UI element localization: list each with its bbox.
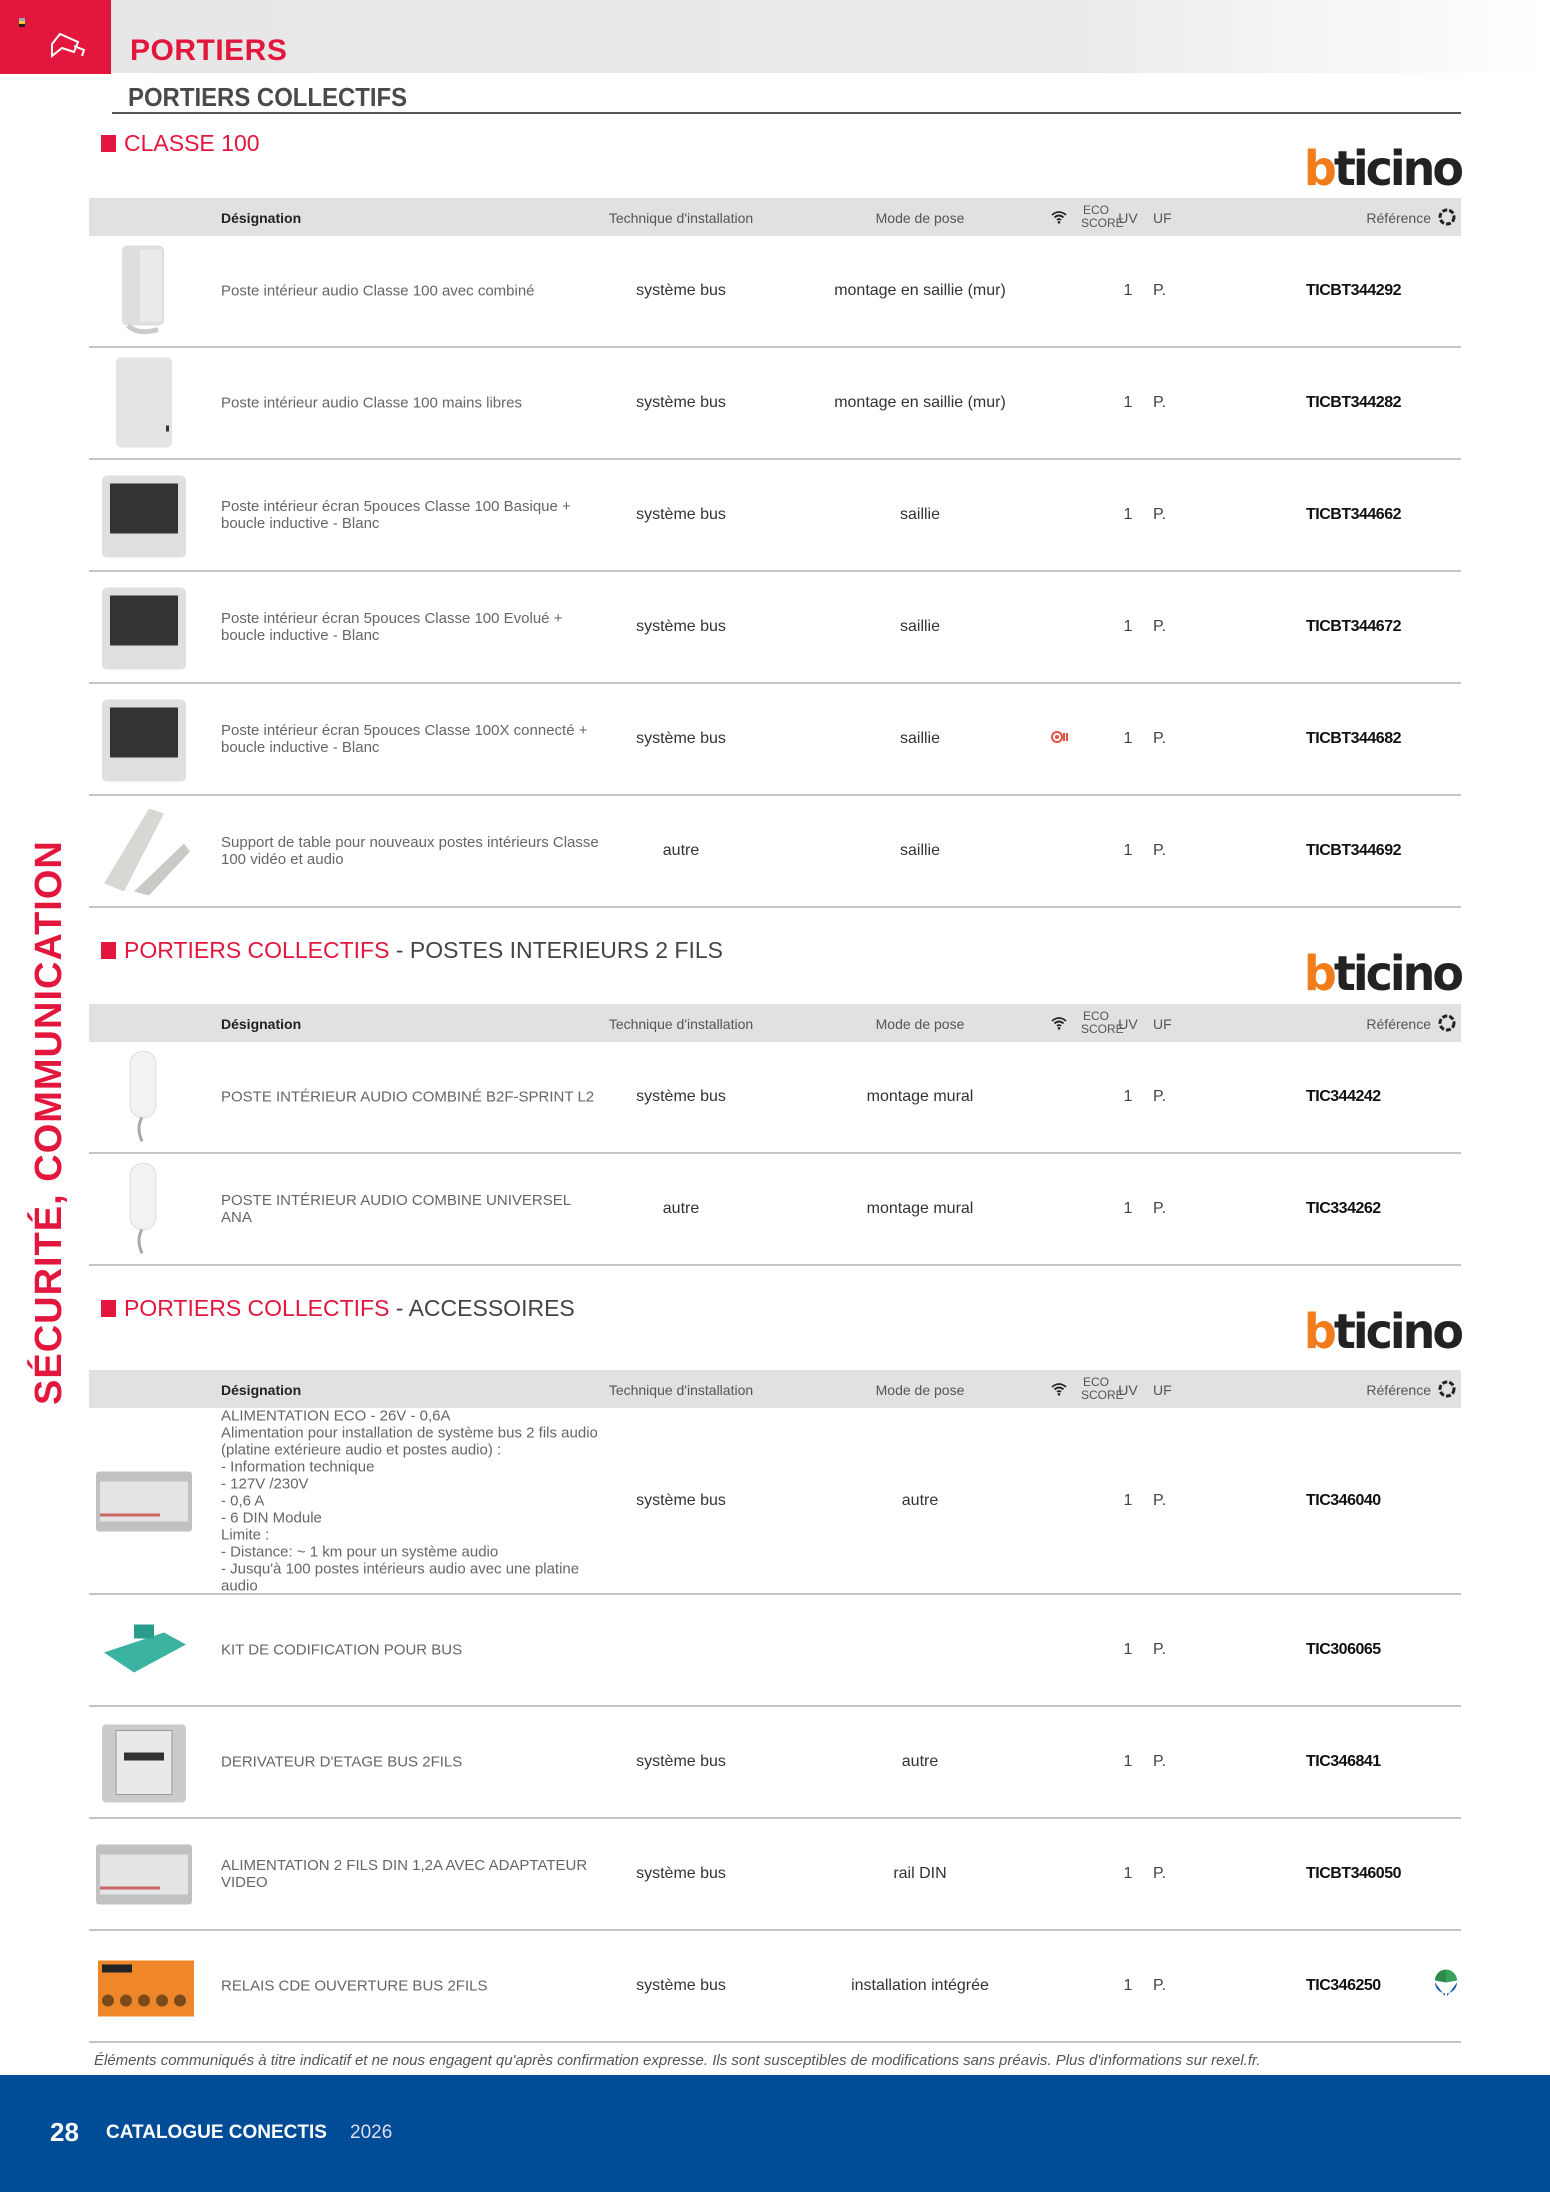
reference[interactable]: TICBT344692 <box>1306 842 1401 859</box>
mode-de-pose: montage en saillie (mur) <box>834 282 1006 299</box>
designation: Poste intérieur écran 5pouces Classe 100 Evolué + boucle inductive - Blanc <box>221 610 563 644</box>
section-subtitle-text: ACCESSOIRES <box>408 1295 575 1321</box>
table-row[interactable] <box>89 1931 1461 2043</box>
connected-icon <box>1051 730 1069 748</box>
technique: système bus <box>636 1977 726 1994</box>
col-designation: Désignation <box>221 1382 302 1398</box>
reference[interactable]: TIC344242 <box>1306 1088 1381 1105</box>
reference[interactable]: TIC346250 <box>1306 1977 1381 1994</box>
technique: système bus <box>636 282 726 299</box>
product-image <box>94 1715 194 1810</box>
page-number: 28 <box>50 2117 79 2147</box>
recycle-icon <box>1438 1380 1456 1401</box>
category-badge <box>0 0 111 74</box>
uf: P. <box>1153 1977 1167 1994</box>
table-row[interactable] <box>89 1042 1461 1154</box>
mode-de-pose: saillie <box>899 842 940 859</box>
col-reference: Référence <box>1366 1016 1431 1032</box>
designation: RELAIS CDE OUVERTURE BUS 2FILS <box>221 1977 488 1995</box>
reference[interactable]: TICBT344292 <box>1306 282 1401 299</box>
mode-de-pose: saillie <box>899 506 940 523</box>
col-uv: UV <box>1118 1382 1138 1398</box>
reference[interactable]: TICBT344282 <box>1306 394 1401 411</box>
col-mode: Mode de pose <box>875 1382 965 1398</box>
bullet-square <box>101 1300 116 1317</box>
designation: ALIMENTATION 2 FILS DIN 1,2A AVEC ADAPTATEUR VIDEO <box>221 1857 588 1891</box>
reference[interactable]: TICBT344672 <box>1306 618 1401 635</box>
catalogue-year: 2026 <box>350 2122 393 2143</box>
designation: Support de table pour nouveaux postes intérieurs Classe 100 vidéo et audio <box>221 834 599 868</box>
uf: P. <box>1153 1641 1167 1658</box>
designation: DERIVATEUR D'ETAGE BUS 2FILS <box>221 1753 463 1771</box>
mode-de-pose: autre <box>901 1491 939 1509</box>
uf: P. <box>1153 1753 1167 1770</box>
uv: 1 <box>1123 842 1133 859</box>
uv: 1 <box>1123 282 1133 299</box>
col-uf: UF <box>1153 1016 1172 1032</box>
col-designation: Désignation <box>221 210 302 226</box>
table-row[interactable] <box>89 684 1461 796</box>
product-image <box>94 1939 194 2034</box>
mode-de-pose: installation intégrée <box>851 1977 989 1994</box>
technique: système bus <box>636 618 726 635</box>
product-image <box>94 1162 194 1257</box>
mode-de-pose: montage en saillie (mur) <box>834 394 1006 411</box>
uv: 1 <box>1123 618 1133 635</box>
col-reference: Référence <box>1366 1382 1431 1398</box>
technique: système bus <box>636 1088 726 1105</box>
reference[interactable]: TIC346841 <box>1306 1753 1381 1770</box>
section-title-text: CLASSE 100 <box>124 130 260 156</box>
designation: Poste intérieur écran 5pouces Classe 100 Basique + boucle inductive - Blanc <box>221 498 571 532</box>
section-title <box>101 130 260 157</box>
uf: P. <box>1153 1088 1167 1105</box>
product-image <box>94 1050 194 1145</box>
mode-de-pose: montage mural <box>866 1088 974 1105</box>
table-row[interactable] <box>89 1707 1461 1819</box>
designation: POSTE INTÉRIEUR AUDIO COMBINÉ B2F-SPRINT L2 <box>221 1088 595 1106</box>
section-title-text: PORTIERS COLLECTIFS <box>124 937 390 963</box>
uv: 1 <box>1123 1753 1133 1770</box>
wifi-icon <box>1051 210 1067 227</box>
table-header <box>89 1004 1461 1042</box>
col-eco-score: ECO SCORE <box>1081 1375 1124 1402</box>
uv: 1 <box>1123 506 1133 523</box>
side-section-label: SÉCURITÉ, COMMUNICATION <box>28 840 70 1405</box>
subcategory-title: PORTIERS COLLECTIFS <box>128 82 408 112</box>
table-row[interactable] <box>89 796 1461 908</box>
section-title-text: PORTIERS COLLECTIFS <box>124 1295 390 1321</box>
uf: P. <box>1153 506 1167 523</box>
wifi-icon <box>1051 1016 1067 1033</box>
catalogue-name: CATALOGUE CONECTIS <box>106 2122 327 2143</box>
wifi-icon <box>1051 1382 1067 1399</box>
technique: système bus <box>636 1753 726 1770</box>
col-technique: Technique d'installation <box>608 210 754 226</box>
uv: 1 <box>1123 1088 1133 1105</box>
mode-de-pose: saillie <box>899 618 940 635</box>
reference[interactable]: TICBT346050 <box>1306 1865 1401 1882</box>
uv: 1 <box>1123 394 1133 411</box>
table-row[interactable] <box>89 236 1461 348</box>
divider <box>112 112 1461 114</box>
designation: ALIMENTATION ECO - 26V - 0,6A Alimentation pour installation de système bus 2 fils audio (platine extérieure audio et postes audio) : - Information technique - 127V /230V - 0,6 A - 6 DIN Module Limite : - Distance: ~ 1 km pour un système audio - Jusqu'à 100 postes intérieurs audio avec une platine audio <box>221 1407 598 1594</box>
uf: P. <box>1153 730 1167 747</box>
product-image <box>94 692 194 787</box>
reference[interactable]: TIC346040 <box>1306 1491 1381 1509</box>
col-uf: UF <box>1153 1382 1172 1398</box>
reference[interactable]: TIC306065 <box>1306 1641 1381 1658</box>
table-row[interactable] <box>89 460 1461 572</box>
section-subtitle-text: POSTES INTERIEURS 2 FILS <box>409 937 724 963</box>
table-row[interactable] <box>89 1819 1461 1931</box>
disclaimer: Éléments communiqués à titre indicatif et ne nous engagent qu'après confirmation expresse. Ils sont susceptibles de modifications sans préavis. Plus d'informations sur rexel.fr. <box>94 2052 1261 2069</box>
designation: Poste intérieur audio Classe 100 mains libres <box>221 394 522 412</box>
col-technique: Technique d'installation <box>608 1016 754 1032</box>
col-mode: Mode de pose <box>875 210 965 226</box>
product-image <box>94 468 194 563</box>
table-row[interactable] <box>89 572 1461 684</box>
recycle-icon <box>1438 1014 1456 1035</box>
uf: P. <box>1153 282 1167 299</box>
col-uv: UV <box>1118 1016 1138 1032</box>
technique: système bus <box>636 1865 726 1882</box>
technique: autre <box>662 842 700 859</box>
col-uv: UV <box>1118 210 1138 226</box>
product-image <box>94 244 194 339</box>
product-image <box>94 1453 194 1548</box>
col-reference: Référence <box>1366 210 1431 226</box>
col-mode: Mode de pose <box>875 1016 965 1032</box>
uv: 1 <box>1123 1641 1133 1658</box>
bticino-logo: bticino <box>1303 944 1461 1002</box>
technique: système bus <box>636 1491 726 1509</box>
bticino-logo: bticino <box>1303 139 1461 197</box>
section-title <box>101 937 723 964</box>
col-designation: Désignation <box>221 1016 302 1032</box>
category-title: PORTIERS <box>130 34 288 67</box>
mode-de-pose: saillie <box>899 730 940 747</box>
uv: 1 <box>1123 730 1133 747</box>
bullet-square <box>101 135 116 152</box>
eco-leaf-icon <box>1433 1969 1459 2004</box>
mode-de-pose: autre <box>901 1753 939 1770</box>
table-row[interactable] <box>89 1154 1461 1266</box>
uf: P. <box>1153 842 1167 859</box>
designation: Poste intérieur écran 5pouces Classe 100X connecté + boucle inductive - Blanc <box>221 722 588 756</box>
uv: 1 <box>1123 1200 1133 1217</box>
table-row[interactable] <box>89 1595 1461 1707</box>
designation: Poste intérieur audio Classe 100 avec combiné <box>221 282 535 300</box>
mode-de-pose: rail DIN <box>893 1865 947 1882</box>
uv: 1 <box>1123 1491 1133 1509</box>
camera-icon <box>48 30 88 58</box>
uv: 1 <box>1123 1977 1133 1994</box>
footer <box>0 2075 1550 2192</box>
designation: KIT DE CODIFICATION POUR BUS <box>221 1641 463 1659</box>
technique: système bus <box>636 394 726 411</box>
reference[interactable]: TIC334262 <box>1306 1200 1381 1217</box>
technique: système bus <box>636 730 726 747</box>
product-image <box>94 356 194 451</box>
uv: 1 <box>1123 1865 1133 1882</box>
reference[interactable]: TICBT344682 <box>1306 730 1401 747</box>
product-image <box>94 804 194 899</box>
recycle-icon <box>1438 208 1456 229</box>
designation: POSTE INTÉRIEUR AUDIO COMBINE UNIVERSEL ANA <box>221 1192 571 1226</box>
mode-de-pose: montage mural <box>866 1200 974 1217</box>
table-header <box>89 1370 1461 1408</box>
table-row[interactable] <box>89 348 1461 460</box>
product-image <box>94 1827 194 1922</box>
uf: P. <box>1153 1200 1167 1217</box>
col-eco-score: ECO SCORE <box>1081 1009 1124 1036</box>
technique: autre <box>662 1200 700 1217</box>
section-title <box>101 1295 575 1322</box>
product-image <box>94 580 194 675</box>
technique: système bus <box>636 506 726 523</box>
section-subtitle: - ACCESSOIRES <box>389 1295 575 1321</box>
table-header <box>89 198 1461 236</box>
uf: P. <box>1153 1865 1167 1882</box>
table-row[interactable] <box>89 1408 1461 1595</box>
col-eco-score: ECO SCORE <box>1081 203 1124 230</box>
col-technique: Technique d'installation <box>608 1382 754 1398</box>
uf: P. <box>1153 394 1167 411</box>
bullet-square <box>101 942 116 959</box>
flag-icon <box>19 18 25 27</box>
reference[interactable]: TICBT344662 <box>1306 506 1401 523</box>
uf: P. <box>1153 1491 1167 1509</box>
section-subtitle: - POSTES INTERIEURS 2 FILS <box>389 937 724 963</box>
col-uf: UF <box>1153 210 1172 226</box>
uf: P. <box>1153 618 1167 635</box>
product-image <box>94 1603 194 1698</box>
bticino-logo: bticino <box>1303 1302 1461 1360</box>
